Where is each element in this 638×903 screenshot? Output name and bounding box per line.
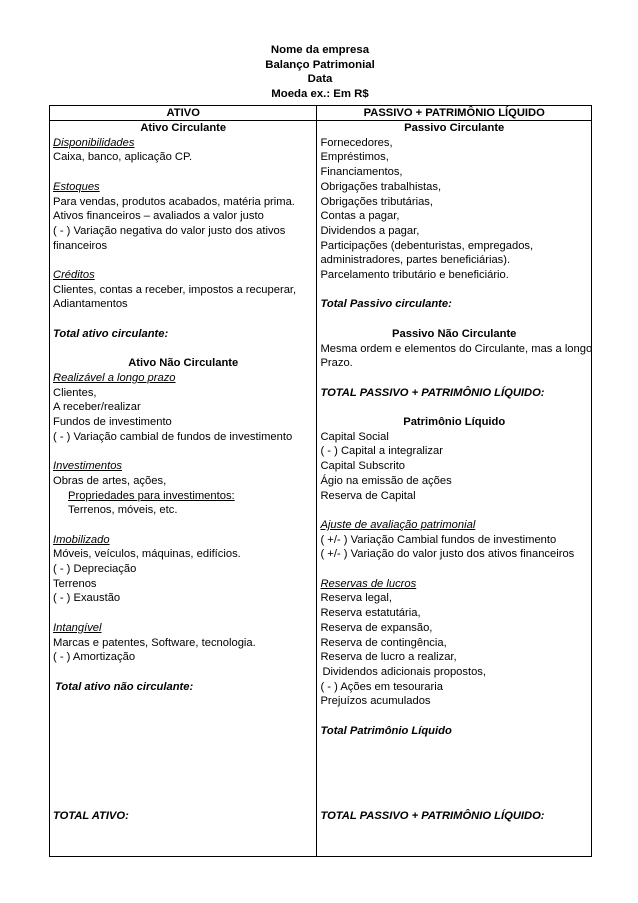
passivo-circulante-item: Obrigações trabalhistas, [320, 180, 442, 193]
ajuste-item: ( +/- ) Variação Cambial fundos de investimento [320, 533, 557, 546]
investimentos-title: Investimentos [53, 460, 123, 473]
realizavel-title: Realizável a longo prazo [53, 371, 176, 384]
total-patrimonio-liquido: Total Patrimônio Líquido [320, 724, 452, 737]
pl-item: Capital Subscrito [320, 460, 406, 473]
realizavel-item: A receber/realizar [53, 401, 141, 414]
reservas-item: Reserva de lucro a realizar, [320, 651, 457, 664]
reservas-title: Reservas de lucros [320, 577, 417, 590]
document-header [0, 43, 638, 101]
propriedades-subtitle: Propriedades para investimentos: [68, 489, 235, 502]
imobilizado-item: Terrenos [53, 577, 97, 590]
patrimonio-liquido-title: Patrimônio Líquido [403, 416, 506, 428]
passivo-circulante-item: Fornecedores, [320, 136, 393, 149]
total-passivo-pl: TOTAL PASSIVO + PATRIMÔNIO LÍQUIDO: [320, 810, 545, 822]
passivo-circulante-item: Financiamentos, [320, 166, 403, 179]
total-passivo-circulante: Total Passivo circulante: [320, 298, 452, 311]
total-ativo-nao-circulante: Total ativo não circulante: [55, 680, 194, 693]
ativo-circulante-title: Ativo Circulante [140, 122, 227, 134]
total-passivo: TOTAL PASSIVO + PATRIMÔNIO LÍQUIDO: [320, 386, 545, 399]
imobilizado-item: ( - ) Exaustão [53, 592, 121, 605]
passivo-circulante-item: Contas a pagar, [320, 210, 400, 223]
propriedades-item: Terrenos, móveis, etc. [68, 504, 178, 517]
estoques-item: ( - ) Variação negativa do valor justo dos ativos [53, 224, 286, 237]
reservas-dividendos-item: Dividendos adicionais propostos, [322, 665, 487, 678]
passivo-circulante-item: Parcelamento tributário e beneficiário. [320, 269, 509, 282]
disponibilidades-item: Caixa, banco, aplicação CP. [53, 151, 193, 164]
statement-date: Data [307, 73, 333, 86]
realizavel-item: Clientes, [53, 386, 97, 399]
reservas-item: Reserva de expansão, [320, 621, 433, 634]
passivo-circulante-title: Passivo Circulante [404, 122, 505, 134]
passivo-nao-circulante-title: Passivo Não Circulante [392, 327, 517, 340]
investimentos-item: Obras de artes, ações, [53, 474, 167, 487]
passivo-circulante-item: administradores, partes beneficiárias). [320, 254, 511, 267]
imobilizado-item: Móveis, veículos, máquinas, edifícios. [53, 548, 241, 561]
passivo-circulante-item: Dividendos a pagar, [320, 224, 420, 237]
passivo-column-header: PASSIVO + PATRIMÔNIO LÍQUIDO [317, 106, 592, 121]
passivo-circulante-item: Empréstimos, [320, 151, 389, 164]
estoques-item: Ativos financeiros – avaliados a valor justo [53, 210, 264, 223]
passivo-nao-circulante-item: Mesma ordem e elementos do Circulante, mas a longo [320, 342, 593, 355]
creditos-item: Adiantamentos [53, 298, 128, 311]
estoques-item: financeiros [53, 239, 108, 252]
statement-title: Balanço Patrimonial [265, 58, 375, 71]
ativo-nao-circulante-title: Ativo Não Circulante [128, 357, 239, 370]
passivo-circulante-item: Participações (debenturistas, empregados, [320, 239, 534, 252]
estoques-title: Estoques [53, 180, 100, 193]
ativo-cell [50, 121, 317, 857]
imobilizado-item: ( - ) Depreciação [53, 563, 137, 575]
creditos-item: Clientes, contas a receber, impostos a recuperar, [53, 283, 297, 296]
passivo-cell [317, 121, 592, 857]
pl-item: Capital Social [320, 430, 389, 443]
creditos-title: Créditos [53, 269, 95, 281]
total-ativo: TOTAL ATIVO: [53, 810, 129, 822]
realizavel-item: ( - ) Variação cambial de fundos de investimento [53, 430, 293, 443]
reservas-item: Reserva legal, [320, 592, 392, 605]
intangivel-item: Marcas e patentes, Software, tecnologia. [53, 636, 256, 649]
reservas-item: Reserva de contingência, [320, 636, 447, 649]
disponibilidades-title: Disponibilidades [53, 136, 135, 149]
intangivel-item: ( - ) Amortização [53, 651, 136, 664]
passivo-circulante-item: Obrigações tributárias, [320, 195, 434, 208]
total-ativo-circulante: Total ativo circulante: [53, 327, 169, 340]
balance-sheet-table [49, 105, 592, 857]
pl-item: Reserva de Capital [320, 489, 416, 502]
pl-item: ( - ) Capital a integralizar [320, 445, 443, 458]
estoques-item: Para vendas, produtos acabados, matéria prima. [53, 195, 295, 208]
ajuste-item: ( +/- ) Variação do valor justo dos ativos financeiros [320, 548, 575, 561]
reservas-item: Reserva estatutária, [320, 607, 421, 620]
intangivel-title: Intangível [53, 621, 102, 634]
pl-item: Ágio na emissão de ações [320, 474, 452, 487]
reservas-after-item: ( - ) Ações em tesouraria [320, 680, 443, 693]
ativo-column-header: ATIVO [50, 106, 317, 121]
reservas-after-item: Prejuízos acumulados [320, 695, 431, 708]
ajuste-title: Ajuste de avaliação patrimonial [320, 518, 476, 531]
company-name: Nome da empresa [270, 44, 370, 56]
currency-note: Moeda ex.: Em R$ [271, 87, 369, 100]
passivo-nao-circulante-item: Prazo. [320, 357, 353, 370]
realizavel-item: Fundos de investimento [53, 416, 172, 428]
imobilizado-title: Imobilizado [53, 533, 110, 546]
